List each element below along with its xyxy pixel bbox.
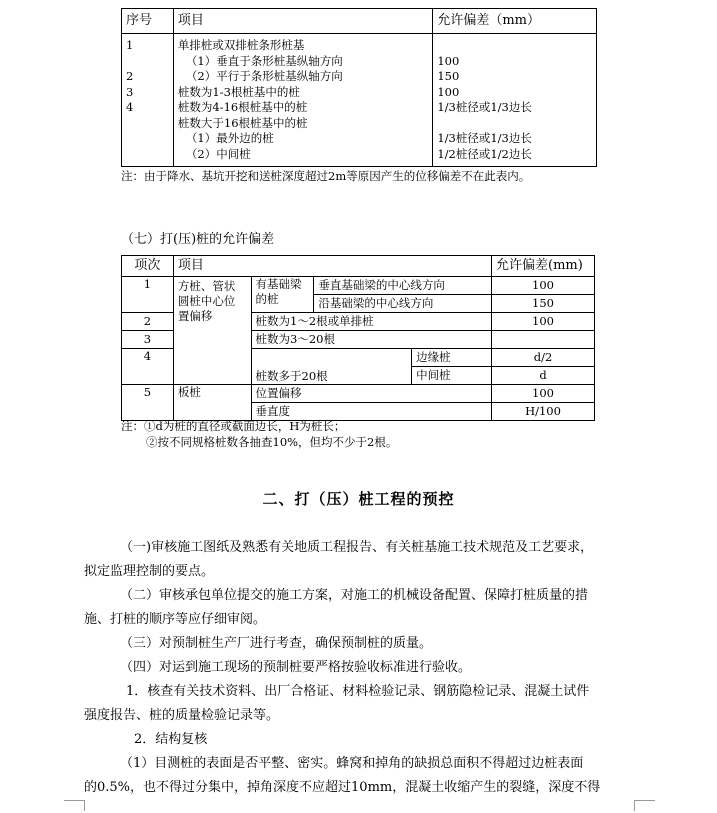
cell-no: 2 — [122, 313, 174, 331]
cell-deviation: 1/3桩径或1/3边长 — [437, 131, 532, 145]
cell-no: 4 — [122, 349, 174, 385]
cell-item: 垂直基础梁的中心线方向 — [314, 277, 492, 295]
col-header-item: 项目 — [173, 256, 491, 277]
cell-no — [126, 116, 169, 132]
cell-item: 边缘桩 — [412, 349, 492, 367]
body-paragraph: （二）审核承包单位提交的施工方案，对施工的机械设备配置、保障打桩质量的措 — [120, 588, 589, 603]
cell-deviation: 100 — [437, 84, 460, 99]
cell-item: （1）垂直于条形桩基纵轴方向 — [185, 53, 343, 68]
cell-deviation: d — [492, 367, 595, 385]
cell-item: 桩数多于20根 — [251, 349, 412, 385]
cell-deviation: 100 — [437, 53, 460, 68]
body-paragraph: （一)审核施工图纸及熟悉有关地质工程报告、有关桩基施工技术规范及工艺要求， — [120, 540, 594, 555]
cell-item: （2）平行于条形桩基纵轴方向 — [185, 69, 343, 83]
cell-deviation: 100 — [492, 385, 595, 403]
cell-deviation: 150 — [437, 69, 460, 83]
body-paragraph: 2．结构复核 — [134, 732, 208, 747]
table-row — [122, 277, 595, 295]
section-7-title: （七）打(压)桩的允许偏差 — [121, 232, 275, 247]
body-paragraph: 拟定监理控制的要点。 — [84, 564, 215, 579]
cell-item: 桩数大于16根桩基中的桩 — [177, 115, 308, 130]
body-paragraph: 强度报告、桩的质量检验记录等。 — [84, 708, 280, 723]
section-heading: 二、打（压）桩工程的预控 — [262, 490, 455, 508]
cell-item: 单排桩或双排桩条形桩基 — [177, 38, 305, 52]
cell-deviation — [492, 331, 595, 349]
cell-deviation: 1/3桩径或1/3边长 — [437, 100, 532, 114]
cell-item: 桩数为1-3根桩基中的桩 — [177, 84, 300, 99]
page-corner-mark — [634, 800, 655, 811]
cell-no: 4 — [126, 100, 134, 114]
cell-no — [126, 54, 169, 70]
table2-note-1: 注：①d为桩的直径或截面边长，H为桩长； — [121, 419, 346, 433]
body-paragraph: 的0.5%，也不得过分集中，掉角深度不应超过10mm，混凝土收缩产生的裂缝，深度不得 — [84, 780, 601, 795]
page-corner-mark — [64, 800, 85, 811]
cell-no: 1 — [122, 277, 174, 313]
col-header-item: 项目 — [173, 9, 432, 34]
cell-deviation — [437, 116, 592, 132]
cell-item: 桩数为4-16根桩基中的桩 — [177, 100, 308, 114]
col-header-no: 序号 — [122, 9, 174, 34]
cell-no: 5 — [122, 385, 174, 421]
cell-deviation: 1/2桩径或1/2边长 — [437, 146, 532, 161]
cell-deviation: H/100 — [492, 403, 595, 421]
cell-no — [126, 131, 169, 147]
cell-item: 桩数为3～20根 — [251, 331, 491, 349]
cell-item: （2）中间桩 — [185, 146, 251, 161]
cell-deviation: 150 — [492, 295, 595, 313]
body-paragraph: （三）对预制桩生产厂进行考查，确保预制桩的质量。 — [120, 636, 433, 651]
table-header-row — [122, 256, 595, 277]
cell-deviation: d/2 — [492, 349, 595, 367]
cell-no: 2 — [126, 69, 134, 83]
cell-item: 中间桩 — [412, 367, 492, 385]
col-header-deviation: 允许偏差（mm） — [433, 9, 597, 34]
cell-item: 板桩 — [173, 385, 251, 421]
body-paragraph: 1．核查有关技术资料、出厂合格证、材料检验记录、钢筋隐检记录、混凝土试件 — [126, 684, 590, 699]
body-paragraph: 施、打桩的顺序等应仔细审阅。 — [84, 612, 267, 627]
table2-note-2: ②按不同规格桩数各抽查10%，但均不少于2根。 — [146, 435, 398, 449]
table-row — [122, 34, 597, 167]
cell-item: 垂直度 — [251, 403, 491, 421]
cell-no: 3 — [126, 84, 134, 99]
driven-pile-tolerance-table — [121, 255, 595, 421]
body-paragraph: （1）目测桩的表面是否平整、密实。蜂窝和掉角的缺损总面积不得超过边桩表面 — [120, 756, 584, 771]
cell-no — [126, 147, 169, 163]
cell-item: 桩数为1～2根或单排桩 — [251, 313, 491, 331]
cell-item: 沿基础梁的中心线方向 — [314, 295, 492, 313]
table1-note: 注：由于降水、基坑开挖和送桩深度超过2m等原因产生的位移偏差不在此表内。 — [121, 169, 531, 183]
cell-item: 有基础梁的桩 — [251, 277, 314, 313]
cell-item: 位置偏移 — [251, 385, 491, 403]
col-header-no: 项次 — [122, 256, 174, 277]
cell-no: 3 — [122, 331, 174, 349]
cell-deviation: 100 — [492, 313, 595, 331]
cell-item: 方桩、管状圆桩中心位置偏移 — [173, 277, 251, 385]
cell-item: （1）最外边的桩 — [185, 131, 274, 145]
cell-deviation — [437, 38, 592, 54]
pile-foundation-tolerance-table — [121, 8, 597, 167]
table-row — [122, 385, 595, 403]
cell-deviation: 100 — [492, 277, 595, 295]
table-header-row — [122, 9, 597, 34]
col-header-deviation: 允许偏差(mm) — [492, 256, 595, 277]
cell-no: 1 — [126, 38, 134, 52]
body-paragraph: （四）对运到施工现场的预制桩要严格按验收标准进行验收。 — [120, 660, 472, 675]
